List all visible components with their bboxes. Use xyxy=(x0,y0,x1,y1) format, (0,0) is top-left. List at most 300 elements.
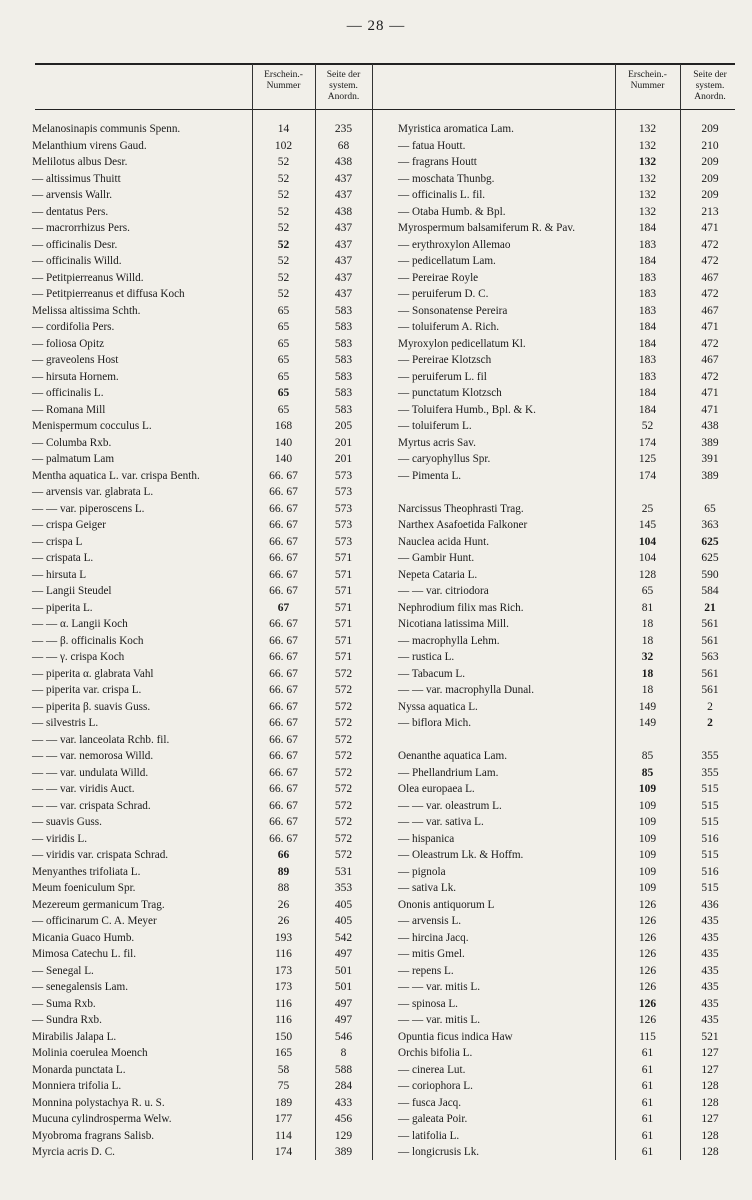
index-entry-number: 66. 67 xyxy=(269,717,298,729)
index-entry-name: — hirsuta L xyxy=(32,568,87,581)
index-entry-page: 561 xyxy=(701,618,719,630)
index-entry-name: — cinerea Lut. xyxy=(398,1063,466,1076)
page-number: — 28 — xyxy=(346,18,406,34)
index-entry-number: 66. 67 xyxy=(269,634,298,647)
index-entry-name: — latifolia L. xyxy=(398,1129,460,1142)
index-entry-page: 515 xyxy=(701,882,719,894)
index-entry-page: 471 xyxy=(701,222,719,234)
index-entry-number: 67 xyxy=(277,601,290,614)
index-entry-name: — Columba Rxb. xyxy=(32,436,112,449)
index-entry-page: 433 xyxy=(334,1096,353,1109)
index-entry-page: 571 xyxy=(334,585,353,597)
index-entry-number: 52 xyxy=(277,156,290,168)
index-entry-number: 183 xyxy=(638,370,657,383)
index-entry-name: Ononis antiquorum L xyxy=(398,898,495,911)
index-entry-page: 572 xyxy=(334,766,353,779)
index-entry-page: 497 xyxy=(334,948,353,960)
index-entry-number: 18 xyxy=(641,684,654,696)
index-entry-number: 184 xyxy=(638,222,657,234)
index-entry-name: — Pereirae Royle xyxy=(398,271,479,284)
index-entry-number: 61 xyxy=(641,1146,654,1158)
index-entry-number: 149 xyxy=(638,700,657,713)
index-entry-number: 183 xyxy=(638,288,657,300)
index-entry-name: — peruiferum L. fil xyxy=(398,370,487,383)
index-entry-number: 168 xyxy=(274,420,293,432)
index-entry-name: — peruiferum D. C. xyxy=(398,288,489,300)
index-entry-page: 572 xyxy=(334,733,353,746)
index-entry-page: 561 xyxy=(701,667,719,680)
index-entry-name: — piperita β. suavis Guss. xyxy=(32,700,151,713)
index-entry-page: 571 xyxy=(334,601,353,614)
index-entry-number: 115 xyxy=(639,1030,656,1043)
index-entry-page: 571 xyxy=(334,618,353,630)
index-entry-number: 145 xyxy=(638,519,657,531)
index-entry-page: 128 xyxy=(701,1129,719,1142)
index-entry-name: — Oleastrum Lk. & Hoffm. xyxy=(398,849,524,861)
index-entry-page: 573 xyxy=(334,535,353,548)
index-entry-number: 18 xyxy=(641,634,654,647)
index-entry-name: — longicrusis Lk. xyxy=(398,1146,480,1158)
index-entry-number: 61 xyxy=(641,1096,654,1109)
index-entry-page: 435 xyxy=(701,931,719,944)
index-entry-page: 437 xyxy=(334,172,353,185)
index-entry-number xyxy=(615,484,680,501)
index-entry-page: 65 xyxy=(704,502,716,515)
index-entry-page: 389 xyxy=(701,436,719,449)
index-entry-name: — toluiferum L. xyxy=(398,420,472,432)
top-rule xyxy=(35,63,735,65)
index-entry-page: 572 xyxy=(334,783,353,795)
index-entry-page: 405 xyxy=(334,898,353,911)
index-entry-page: 472 xyxy=(701,255,719,267)
index-entry-page: 573 xyxy=(334,502,353,515)
index-entry-page: 128 xyxy=(701,1096,719,1109)
index-entry-number: 109 xyxy=(638,849,657,861)
index-entry-number: 116 xyxy=(275,997,292,1010)
index-entry-number: 88 xyxy=(277,882,290,894)
index-entry-name: — moschata Thunbg. xyxy=(398,172,495,185)
index-entry-page: 8 xyxy=(340,1047,347,1059)
index-entry-name: — Otaba Humb. & Bpl. xyxy=(398,205,506,218)
index-entry-name: — macrophylla Lehm. xyxy=(398,634,500,647)
index-entry-name: — — var. mitis L. xyxy=(398,1014,481,1026)
index-entry-page: 497 xyxy=(334,997,353,1010)
index-entry-page: 471 xyxy=(701,321,719,333)
index-entry-page: 516 xyxy=(701,865,719,878)
index-entry-page: 584 xyxy=(701,585,719,597)
index-entry-name: Monniera trifolia L. xyxy=(32,1080,122,1092)
index-entry-name: — coriophora L. xyxy=(398,1080,473,1092)
index-entry-number: 126 xyxy=(638,964,657,977)
index-entry-number: 52 xyxy=(277,238,290,251)
index-entry-number: 184 xyxy=(638,337,657,350)
index-entry-page: 129 xyxy=(334,1129,353,1142)
index-entry-number: 132 xyxy=(638,172,657,185)
index-entry-number: 183 xyxy=(638,271,657,284)
index-entry-number: 65 xyxy=(277,337,290,350)
index-entry-name: — — β. officinalis Koch xyxy=(32,634,144,647)
index-entry-name: — Senegal L. xyxy=(32,964,94,977)
index-entry-page: 2 xyxy=(707,700,713,713)
index-entry-page: 2 xyxy=(707,717,713,729)
index-entry-name: Molinia coerulea Moench xyxy=(32,1047,148,1059)
index-entry-page: 209 xyxy=(701,156,719,168)
index-entry-page: 210 xyxy=(701,139,719,152)
index-entry-number: 126 xyxy=(638,981,657,993)
index-entry-page: 571 xyxy=(334,552,353,564)
index-entry-name: — Petitpierreanus et diffusa Koch xyxy=(32,288,185,300)
header-right-number: Erschein.- Nummer xyxy=(628,70,667,91)
index-entry-page: 515 xyxy=(701,849,719,861)
index-entry-name: — cordifolia Pers. xyxy=(32,321,115,333)
index-entry-name: Micania Guaco Humb. xyxy=(32,931,135,944)
index-entry-name: Mezereum germanicum Trag. xyxy=(32,898,165,911)
index-entry-name: — — var. viridis Auct. xyxy=(32,783,135,795)
index-entry-number: 66. 67 xyxy=(269,733,298,746)
index-entry-page: 561 xyxy=(701,684,719,696)
index-entry-page: 583 xyxy=(334,387,353,399)
index-entry-page: 235 xyxy=(334,123,353,135)
index-entry-number: 65 xyxy=(277,321,290,333)
index-entry-number: 149 xyxy=(638,717,657,729)
index-entry-name: — — var. sativa L. xyxy=(398,816,484,828)
index-entry-name: — senegalensis Lam. xyxy=(32,981,129,993)
index-entry-page: 572 xyxy=(334,816,353,828)
index-entry-number: 114 xyxy=(275,1129,292,1142)
index-entry-number: 109 xyxy=(638,783,657,795)
index-entry-page: 572 xyxy=(334,684,353,696)
index-entry-number: 132 xyxy=(638,189,657,201)
index-entry-page: 561 xyxy=(701,634,719,647)
index-entry-number: 66. 67 xyxy=(269,486,298,498)
index-entry-page: 497 xyxy=(334,1014,353,1026)
index-entry-number: 32 xyxy=(641,651,654,663)
index-entry-page: 438 xyxy=(334,205,353,218)
index-entry-page: 435 xyxy=(701,948,719,960)
index-entry-number: 25 xyxy=(641,502,654,515)
index-entry-page: 573 xyxy=(334,519,353,531)
index-entry-number: 52 xyxy=(277,222,290,234)
index-entry-page: 467 xyxy=(701,304,719,317)
index-entry-number: 18 xyxy=(641,618,654,630)
index-entry-number: 66. 67 xyxy=(269,799,298,812)
index-entry-page: 284 xyxy=(334,1080,353,1092)
index-entry-number: 104 xyxy=(638,552,657,564)
index-entry-page: 472 xyxy=(701,337,719,350)
index-entry-page: 438 xyxy=(701,420,719,432)
index-entry-name: — fragrans Houtt xyxy=(398,156,477,168)
index-entry-name: — — var. piperoscens L. xyxy=(32,502,145,515)
index-entry-name: — sativa Lk. xyxy=(398,882,457,894)
index-entry-name: — fusca Jacq. xyxy=(398,1096,462,1109)
index-entry-number: 183 xyxy=(638,304,657,317)
index-entry-name: — crispata L. xyxy=(32,552,94,564)
index-entry-name: — officinarum C. A. Meyer xyxy=(32,915,157,927)
index-entry-page: 435 xyxy=(701,964,719,977)
index-entry-name: Menispermum cocculus L. xyxy=(32,420,152,432)
index-entry-name: — piperita α. glabrata Vahl xyxy=(32,667,154,680)
index-entry-number: 126 xyxy=(638,948,657,960)
index-entry-page: 435 xyxy=(701,981,719,993)
index-entry-number: 132 xyxy=(638,139,657,152)
index-entry-page: 209 xyxy=(701,189,719,201)
index-entry-page: 573 xyxy=(334,486,353,498)
index-entry-number: 150 xyxy=(274,1030,293,1043)
index-entry-page: 21 xyxy=(704,601,716,614)
index-entry-name: — fatua Houtt. xyxy=(398,139,466,152)
index-entry-page: 205 xyxy=(334,420,353,432)
index-entry-name: — pignola xyxy=(398,865,446,878)
index-entry-number: 26 xyxy=(277,915,290,927)
index-entry-page: 501 xyxy=(334,964,353,977)
index-entry-name: Meum foeniculum Spr. xyxy=(32,882,136,894)
index-entry-number: 109 xyxy=(638,865,657,878)
index-entry-name: — Gambir Hunt. xyxy=(398,552,475,564)
index-entry-page: 435 xyxy=(701,997,719,1010)
index-entry-number: 126 xyxy=(638,915,657,927)
index-entry-page: 127 xyxy=(701,1063,719,1076)
index-entry-number: 184 xyxy=(638,255,657,267)
index-entry-name: — hirsuta Hornem. xyxy=(32,370,119,383)
index-entry-page: 572 xyxy=(334,849,353,861)
index-entry-name: — — var. crispata Schrad. xyxy=(32,799,151,812)
index-entry-name: Nicotiana latissima Mill. xyxy=(398,618,509,630)
index-entry-name: — — var. nemorosa Willd. xyxy=(32,750,154,762)
index-entry-name: — — α. Langii Koch xyxy=(32,618,128,630)
index-entry-page: 209 xyxy=(701,172,719,185)
index-entry-number: 61 xyxy=(641,1129,654,1142)
index-entry-number: 193 xyxy=(274,931,293,944)
index-entry-page: 572 xyxy=(334,750,353,762)
index-entry-number: 66. 67 xyxy=(269,568,298,581)
index-entry-page: 213 xyxy=(701,205,719,218)
index-entry-number: 66. 67 xyxy=(269,502,298,515)
index-entry-number: 183 xyxy=(638,354,657,366)
index-entry-number: 104 xyxy=(638,535,657,548)
index-entry-page: 625 xyxy=(701,535,719,548)
index-entry-number: 65 xyxy=(641,585,654,597)
index-entry-page: 572 xyxy=(334,717,353,729)
index-entry-name: Myobroma fragrans Salisb. xyxy=(32,1129,155,1142)
index-entry-page: 437 xyxy=(334,189,353,201)
index-entry-number: 174 xyxy=(638,469,657,482)
index-entry-page: 437 xyxy=(334,288,353,300)
index-entry-number: 52 xyxy=(277,255,290,267)
index-entry-name: Myristica aromatica Lam. xyxy=(398,123,514,135)
index-entry-name: — repens L. xyxy=(398,964,454,977)
index-entry-number: 184 xyxy=(638,387,657,399)
index-entry-name: — suavis Guss. xyxy=(32,816,102,828)
index-entry-page: 501 xyxy=(334,981,353,993)
index-entry-name: Nyssa aquatica L. xyxy=(398,700,478,713)
index-entry-name: — viridis var. crispata Schrad. xyxy=(32,849,169,861)
index-entry-name: Mimosa Catechu L. fil. xyxy=(32,948,137,960)
index-entry-name: — Suma Rxb. xyxy=(32,997,96,1010)
header-left-number: Erschein.- Nummer xyxy=(264,70,303,91)
index-entry-number: 109 xyxy=(638,799,657,812)
index-entry-name: — rustica L. xyxy=(398,651,455,663)
index-entry-number: 126 xyxy=(638,898,657,911)
index-entry-name: — toluiferum A. Rich. xyxy=(398,321,499,333)
index-entry-number: 89 xyxy=(277,865,290,878)
index-entry-name: Olea europaea L. xyxy=(398,783,475,795)
header-right-page: Seite der system. Anordn. xyxy=(693,70,727,102)
index-entry-number: 132 xyxy=(638,123,657,135)
index-entry-page: 355 xyxy=(701,750,719,762)
index-entry-name: — altissimus Thuitt xyxy=(32,172,121,185)
index-entry-number: 65 xyxy=(277,304,290,317)
index-entry-name: Mucuna cylindrosperma Welw. xyxy=(32,1113,172,1125)
index-entry-name: — Sundra Rxb. xyxy=(32,1014,102,1026)
index-entry-number: 85 xyxy=(641,766,654,779)
index-entry-name: — pedicellatum Lam. xyxy=(398,255,496,267)
index-entry-page: 201 xyxy=(334,453,353,465)
index-entry-page: 472 xyxy=(701,238,719,251)
index-entry-name: — crispa L xyxy=(32,535,83,548)
index-entry-number: 61 xyxy=(641,1063,654,1076)
index-entry-name: Mentha aquatica L. var. crispa Benth. xyxy=(32,469,200,482)
index-entry-number: 65 xyxy=(277,354,290,366)
index-entry-name: Narcissus Theophrasti Trag. xyxy=(398,502,524,515)
index-entry-name: — — var. undulata Willd. xyxy=(32,766,149,779)
index-entry-number: 174 xyxy=(274,1146,293,1158)
index-entry-page: 572 xyxy=(334,700,353,713)
index-entry-number: 125 xyxy=(638,453,657,465)
index-entry-page: 435 xyxy=(701,915,719,927)
index-entry-page: 573 xyxy=(334,469,353,482)
index-entry-page: 515 xyxy=(701,783,719,795)
index-entry-number: 66. 67 xyxy=(269,832,298,845)
index-entry-name: Melissa altissima Schth. xyxy=(32,304,141,317)
index-entry-number xyxy=(615,732,680,749)
index-entry-name: — — γ. crispa Koch xyxy=(32,651,125,663)
index-entry-name: — Phellandrium Lam. xyxy=(398,766,499,779)
index-entry-number: 52 xyxy=(277,205,290,218)
index-entry-name: — Pimenta L. xyxy=(398,469,462,482)
index-entry-name: — Tabacum L. xyxy=(398,667,466,680)
index-entry-name: — — var. citriodora xyxy=(398,585,489,597)
index-entry-name: Melilotus albus Desr. xyxy=(32,156,128,168)
index-entry-number: 66. 67 xyxy=(269,651,298,663)
index-entry-number: 183 xyxy=(638,238,657,251)
index-entry-name: — silvestris L. xyxy=(32,717,99,729)
header-rule xyxy=(35,109,735,110)
index-entry-name: — arvensis L. xyxy=(398,915,462,927)
index-entry-number: 18 xyxy=(641,667,654,680)
index-entry-name: — officinalis L. fil. xyxy=(398,189,486,201)
index-entry-name: Nephrodium filix mas Rich. xyxy=(398,601,524,614)
index-entry-page: 405 xyxy=(334,915,353,927)
index-entry-number: 66. 67 xyxy=(269,816,298,828)
index-entry-page: 363 xyxy=(701,519,719,531)
index-entry-name: Oenanthe aquatica Lam. xyxy=(398,750,508,762)
index-entry-number: 66. 67 xyxy=(269,585,298,597)
index-entry-name: Nauclea acida Hunt. xyxy=(398,535,490,548)
index-entry-name: — erythroxylon Allemao xyxy=(398,238,511,251)
index-entry-name: — piperita var. crispa L. xyxy=(32,684,142,696)
index-entry-name: — Toluifera Humb., Bpl. & K. xyxy=(398,403,536,416)
index-entry-name: — dentatus Pers. xyxy=(32,205,109,218)
index-entry-page: 588 xyxy=(334,1063,353,1076)
index-entry-number: 66. 67 xyxy=(269,519,298,531)
index-entry-page xyxy=(680,732,740,749)
index-entry-name: — mitis Gmel. xyxy=(398,948,465,960)
index-entry-page: 436 xyxy=(701,898,719,911)
index-entry-number: 65 xyxy=(277,387,290,399)
index-entry-number: 184 xyxy=(638,321,657,333)
index-entry-page: 625 xyxy=(701,552,719,564)
index-entry-name: — hircina Jacq. xyxy=(398,931,469,944)
index-entry-name: — viridis L. xyxy=(32,832,88,845)
index-entry-number: 66. 67 xyxy=(269,552,298,564)
index-entry-name: Melanthium virens Gaud. xyxy=(32,139,147,152)
index-entry-number: 26 xyxy=(277,898,290,911)
index-entry-name: Narthex Asafoetida Falkoner xyxy=(398,519,528,531)
index-entry-page: 521 xyxy=(701,1030,719,1043)
index-entry-number: 66. 67 xyxy=(269,469,298,482)
index-entry-number: 109 xyxy=(638,882,657,894)
index-entry-name: Menyanthes trifoliata L. xyxy=(32,865,141,878)
index-entry-name: — — var. macrophylla Dunal. xyxy=(398,684,535,696)
index-entry-number: 177 xyxy=(274,1113,293,1125)
index-entry-number: 165 xyxy=(274,1047,293,1059)
index-entry-page: 515 xyxy=(701,799,719,812)
index-entry-name: — officinalis Willd. xyxy=(32,255,122,267)
index-entry-name: Monarda punctata L. xyxy=(32,1063,126,1076)
index-entry-name: — palmatum Lam xyxy=(32,453,115,465)
index-entry-page: 516 xyxy=(701,832,719,845)
index-entry-page: 590 xyxy=(701,568,719,581)
index-entry-name: Myrtus acris Sav. xyxy=(398,436,476,449)
index-entry-number: 81 xyxy=(641,601,654,614)
index-entry-number: 66. 67 xyxy=(269,684,298,696)
index-entry-number: 109 xyxy=(638,832,657,845)
index-entry-name: Nepeta Cataria L. xyxy=(398,568,478,581)
index-entry-number: 52 xyxy=(277,288,290,300)
index-entry-number: 173 xyxy=(274,964,293,977)
index-entry-page: 209 xyxy=(701,123,719,135)
index-entry-page: 472 xyxy=(701,288,719,300)
index-entry-name: — — var. mitis L. xyxy=(398,981,481,993)
index-entry-name: — crispa Geiger xyxy=(32,519,106,531)
index-entry-name: — macrorrhizus Pers. xyxy=(32,222,130,234)
index-entry-name: Monnina polystachya R. u. S. xyxy=(32,1096,165,1109)
index-entry-page: 456 xyxy=(334,1113,353,1125)
index-entry-page: 542 xyxy=(334,931,353,944)
index-entry-number: 174 xyxy=(638,436,657,449)
index-entry-number: 65 xyxy=(277,403,290,416)
index-entry-page: 353 xyxy=(334,882,353,894)
index-entry-name: — piperita L. xyxy=(32,601,93,614)
index-entry-page: 515 xyxy=(701,816,719,828)
index-entry-page: 467 xyxy=(701,271,719,284)
index-entry-name: — galeata Poir. xyxy=(398,1113,468,1125)
index-entry-page: 531 xyxy=(334,865,353,878)
index-entry-name: — Petitpierreanus Willd. xyxy=(32,271,144,284)
index-entry-name: Myroxylon pedicellatum Kl. xyxy=(398,337,526,350)
index-entry-number: 75 xyxy=(277,1080,290,1092)
index-entry-number: 61 xyxy=(641,1080,654,1092)
index-entry-page: 127 xyxy=(701,1047,719,1059)
index-entry-number: 66 xyxy=(277,849,290,861)
index-entry-page: 471 xyxy=(701,387,719,399)
index-entry-number: 132 xyxy=(638,205,657,218)
index-entry-page: 128 xyxy=(701,1146,719,1158)
header-left-page: Seite der system. Anordn. xyxy=(326,70,361,102)
index-entry-page: 389 xyxy=(334,1146,353,1158)
index-entry-page: 201 xyxy=(334,436,353,449)
index-entry-name: — foliosa Opitz xyxy=(32,337,105,350)
